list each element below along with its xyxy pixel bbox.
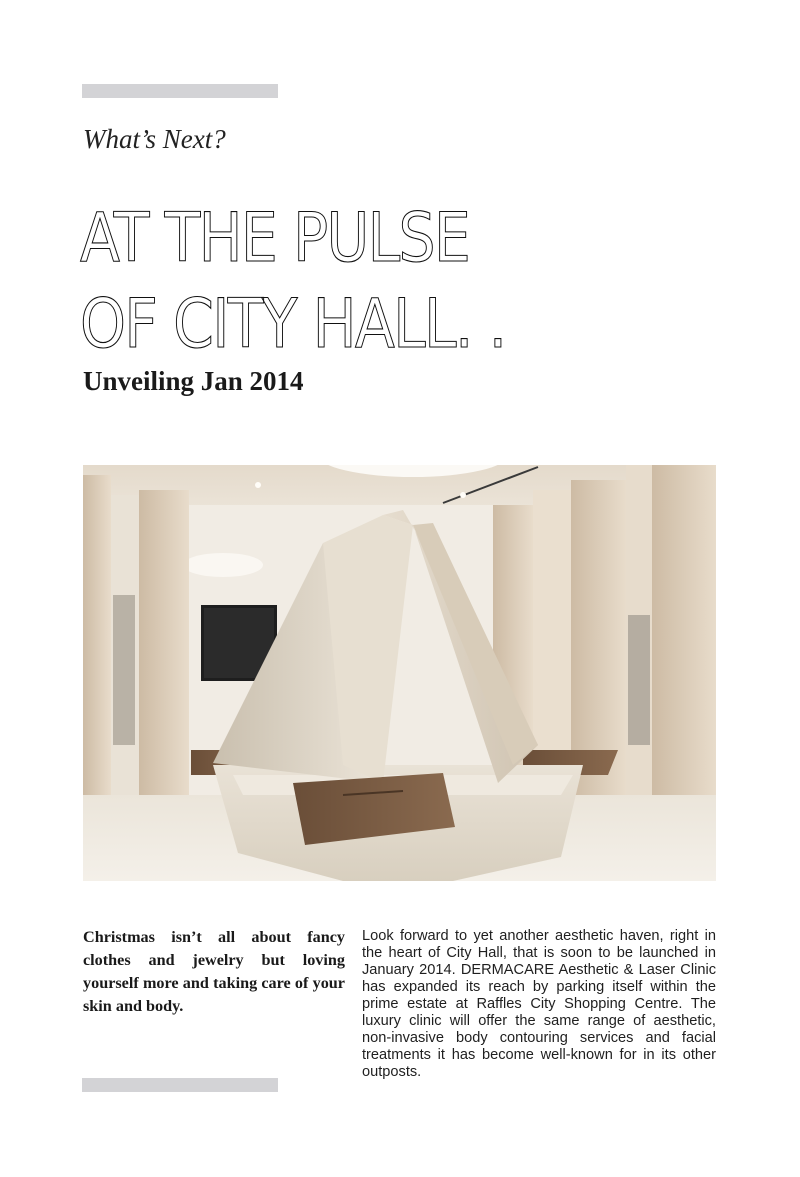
- headline-line-2: OF CITY HALL. .: [80, 285, 506, 364]
- body-paragraph: Look forward to yet another aesthetic haven, right in the heart of City Hall, that is soon to be launched in January 2014. DERMACARE Aesthetic & Laser Clinic has expanded its reach by parking itself within the prime estate at Raffles City Shopping Centre. The luxury clinic will offer the same range of aesthetic, non-invasive body contouring services and facial treatments it has become well-known for in its other outposts.: [362, 928, 716, 1080]
- subheadline: Unveiling Jan 2014: [83, 366, 304, 396]
- clinic-interior-image: [83, 465, 716, 881]
- page-headline: [80, 196, 575, 368]
- lead-paragraph: Christmas isn’t all about fancy clothes and jewelry but loving yourself more and taking care of your skin and body.: [83, 928, 345, 1015]
- headline-line-1: AT THE PULSE: [80, 199, 470, 278]
- bottom-accent-bar: [82, 1078, 278, 1092]
- top-accent-bar: [82, 84, 278, 98]
- section-kicker: What’s Next?: [83, 124, 226, 154]
